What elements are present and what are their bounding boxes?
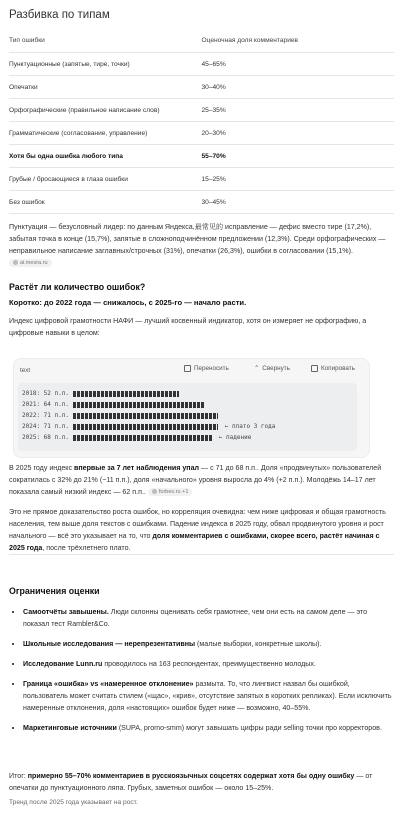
copy-icon xyxy=(311,365,318,372)
limitations-list xyxy=(9,606,394,742)
summary-emphasis: примерно 55–70% комментариев в русскоязычных соцсетях содержат хотя бы одну ошибку xyxy=(27,772,355,780)
table-cell-share: 30–40% xyxy=(202,76,395,99)
copy-label: Копировать xyxy=(321,365,355,372)
growth-lead: Коротко: до 2022 года — снижалось, с 2025-го — начало расти. xyxy=(9,298,247,307)
section-title-limitations: Ограничения оценки xyxy=(9,586,100,596)
list-item-text: (малые выборки, конкретные школы). xyxy=(195,640,322,648)
source-chip[interactable] xyxy=(9,259,52,267)
code-language-label: text xyxy=(20,367,31,374)
list-item xyxy=(23,638,394,650)
section-title-growth: Растёт ли количество ошибок? xyxy=(9,282,146,292)
code-line xyxy=(22,422,275,432)
paragraph-text: Это не прямое доказательство роста ошибок, но корреляция очевидна: чем ниже цифровая и общая грамотность населения, тем выше доля текстов с ошибками. Падение индекса в 2025 году, обвал продвинутого уровня и рост начального — всё это указывает на то, что xyxy=(9,508,386,540)
code-line-note: ← плато 3 года xyxy=(217,423,276,430)
table-cell-type: Без ошибок xyxy=(9,191,202,214)
code-line-bar xyxy=(73,424,218,430)
code-line xyxy=(22,411,218,421)
paragraph-emphasis: впервые за 7 лет наблюдения упал xyxy=(74,464,200,472)
source-icon xyxy=(152,489,157,494)
source-label: ai.mesra.ru xyxy=(20,260,48,267)
summary-text: — от опечатки до пунктуационного ляпа. Грубых, заметных ошибок — около 15–25%. xyxy=(9,772,373,792)
chevron-up-icon: ⌃ xyxy=(254,365,260,372)
list-item xyxy=(23,678,394,714)
table-cell-type: Пунктуационные (запятые, тире, точки) xyxy=(9,53,202,76)
list-item xyxy=(23,722,394,734)
list-item xyxy=(23,606,394,630)
code-line-label: 2025: 68 п.п. xyxy=(22,434,73,441)
code-line-label: 2021: 64 п.п. xyxy=(22,401,73,408)
code-line-bar xyxy=(73,413,218,419)
list-item-bold: Граница «ошибка» vs «намеренное отклонение» xyxy=(23,680,194,688)
wrap-icon xyxy=(184,365,191,372)
growth-intro: Индекс цифровой грамотности НАФИ — лучший косвенный индикатор, хотя он измеряет не орфографию, а цифровые навыки в целом: xyxy=(9,317,367,337)
table-row xyxy=(9,53,394,76)
summary-paragraph xyxy=(9,770,394,794)
code-line xyxy=(22,389,179,399)
code-line-note: ← падение xyxy=(211,434,252,441)
code-line-bar xyxy=(73,435,212,441)
code-content xyxy=(18,383,357,451)
paragraph-text: В 2025 году индекс xyxy=(9,464,74,472)
code-line-label: 2022: 71 п.п. xyxy=(22,412,73,419)
error-types-table xyxy=(9,29,394,214)
code-line-bar xyxy=(73,402,204,408)
code-block xyxy=(13,358,370,458)
paragraph-emphasis: доля комментариев с ошибками, скорее всего, растёт начиная с 2025 года xyxy=(9,532,380,552)
list-item-bold: Школьные исследования — нерепрезентативны xyxy=(23,640,196,648)
code-line-label: 2024: 71 п.п. xyxy=(22,423,73,430)
table-cell-share: 45–65% xyxy=(202,53,395,76)
correlation-paragraph xyxy=(9,506,394,554)
wrap-label: Переносить xyxy=(194,365,229,372)
table-cell-type: Орфографические (правильное написание слов) xyxy=(9,99,202,122)
paragraph-text: — с 71 до 68 п.п.. Доля «продвинутых» пользователей сократилась с 32% до 21% (−11 п.п.), доля «начального» уровня выросла до 4% (+2 п.п.). Молодёжь 14–17 лет показала самый низкий индекс — 62 п.п.. xyxy=(9,464,382,496)
source-icon xyxy=(13,260,18,265)
summary-text: Итог: xyxy=(9,772,28,780)
list-item-text: Люди склонны оценивать себя грамотнее, чем они есть на самом деле — это показал тест Rambler&Co. xyxy=(23,608,368,628)
table-row xyxy=(9,168,394,191)
table-cell-share: 20–30% xyxy=(202,122,395,145)
list-item-text: проводилось на 163 респондентах, преимущественно молодых. xyxy=(102,660,316,668)
table-cell-type: Грубые / бросающиеся в глаза ошибки xyxy=(9,168,202,191)
list-item-text: (SUPA, promo-smm) могут завышать цифры ради selling точки про корректоров. xyxy=(116,724,382,732)
copy-button[interactable] xyxy=(311,365,355,372)
punctuation-paragraph xyxy=(9,221,394,269)
list-item xyxy=(23,658,394,670)
table-cell-type: Опечатки xyxy=(9,76,202,99)
paragraph-text: , после трёхлетнего плато. xyxy=(42,544,131,552)
list-item-bold: Самоотчёты завышены. xyxy=(23,608,109,616)
table-row xyxy=(9,76,394,99)
table-cell-type: Грамматические (согласование, управление) xyxy=(9,122,202,145)
divider xyxy=(9,554,394,555)
code-line-label: 2018: 52 п.п. xyxy=(22,390,73,397)
list-item-bold: Исследование Lunn.ru xyxy=(23,660,103,668)
table-cell-share: 25–35% xyxy=(202,99,395,122)
table-cell-share: 30–45% xyxy=(202,191,395,214)
collapse-button[interactable] xyxy=(254,365,290,372)
table-cell-share: 55–70% xyxy=(202,145,395,168)
table-cell-share: 15–25% xyxy=(202,168,395,191)
table-cell-type: Хотя бы одна ошибка любого типа xyxy=(9,145,202,168)
table-row xyxy=(9,99,394,122)
collapse-label: Свернуть xyxy=(262,365,290,372)
index-paragraph xyxy=(9,462,394,498)
code-line xyxy=(22,433,251,443)
source-label: forbes.ru +1 xyxy=(158,489,189,496)
table-header-row xyxy=(9,29,394,53)
table-row xyxy=(9,122,394,145)
section-title-types: Разбивка по типам xyxy=(9,9,110,21)
table-header-share: Оценочная доля комментариев xyxy=(202,29,395,53)
code-line xyxy=(22,400,204,410)
list-item-text: размыта. То, что лингвист назвал бы ошибкой, пользователь может считать стилем («щас», «крив», отсутствие запятых в коротких репликах). Если исключить намеренные отклонения, доля «настоящих» ошибок будет ниже — возможно, 40–55%. xyxy=(23,680,392,712)
source-chip[interactable] xyxy=(148,488,193,496)
wrap-button[interactable] xyxy=(184,365,229,372)
table-header-type: Тип ошибки xyxy=(9,29,202,53)
table-row xyxy=(9,191,394,214)
paragraph-text: Пунктуация — безусловный лидер: по данным Яндекса,最常见的 исправление — дефис вместо тире (17,2%), забытая точка в конце (15,7%), запятые в сложноподчинённом предложении (12,3%). Среди орфографических — неправильное написание заглавных/строчных (31%), опечатки (26,3%), ошибки в согласовании (15,1%). xyxy=(9,223,386,255)
trend-note: Тренд после 2025 года указывает на рост. xyxy=(9,799,138,806)
list-item-bold: Маркетинговые источники xyxy=(23,724,117,732)
table-row-highlight xyxy=(9,145,394,168)
code-toolbar xyxy=(14,359,369,383)
code-line-bar xyxy=(73,391,179,397)
